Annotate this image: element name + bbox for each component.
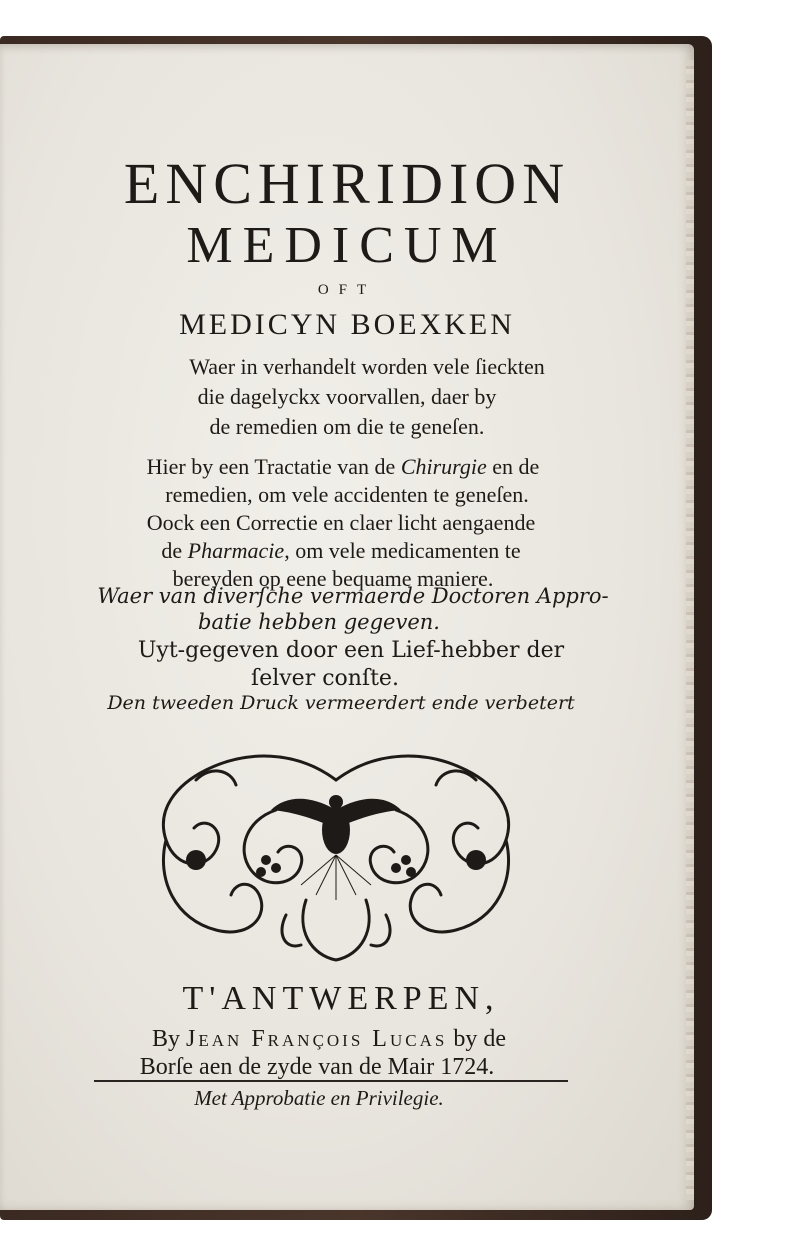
- description-line: die dagelyckx voorvallen, daer by: [197, 384, 497, 409]
- text-span: en de: [486, 454, 540, 479]
- description-line: [0, 538, 688, 564]
- description-line: remedien, om vele accidenten te geneſen.: [165, 482, 529, 507]
- title-page: [0, 44, 694, 1210]
- title-connector: OFT: [317, 282, 377, 298]
- title-line-3: MEDICYN BOEXKEN: [179, 308, 515, 341]
- description-line: bereyden op eene bequame maniere.: [172, 566, 494, 591]
- edition-line: Den tweeden Druck vermeerdert ende verbetert: [107, 692, 575, 714]
- text-span: Hier by een Tractatie van de: [146, 454, 401, 479]
- text-span: By: [152, 1026, 187, 1052]
- imprint-place: T'ANTWERPEN,: [182, 980, 500, 1017]
- description-line: [0, 454, 690, 480]
- approbation-line: batie hebben gegeven.: [198, 610, 440, 634]
- editor-line: Uyt-gegeven door een Lief-hebber der: [137, 638, 565, 663]
- description-line: Oock een Correctie en claer licht aengaende: [146, 510, 536, 535]
- description-line: Waer in verhandelt worden vele ſieckten: [189, 354, 545, 379]
- title-line-1: ENCHIRIDION: [123, 151, 571, 216]
- approbation-line: Waer van diverſche vermaerde Doctoren Appro-: [97, 584, 609, 608]
- imprint-publisher: [0, 1026, 676, 1053]
- italic-term: Pharmacie: [187, 538, 285, 563]
- page-edges: [686, 60, 694, 1200]
- divider-rule: [94, 1080, 568, 1082]
- imprint-address: Borſe aen de zyde van de Mair 1724.: [139, 1054, 495, 1080]
- italic-term: Chirurgie: [400, 454, 487, 479]
- privilege-line: Met Approbatie en Privilegie.: [194, 1086, 444, 1110]
- publisher-name: Jean François Lucas: [186, 1026, 448, 1052]
- text-span: , om vele medicamenten te: [284, 538, 521, 563]
- text-span: by de: [447, 1026, 506, 1052]
- editor-line: ſelver conſte.: [251, 666, 399, 691]
- title-line-2: MEDICUM: [186, 217, 508, 274]
- text-span: de: [161, 538, 188, 563]
- description-line: de remedien om die te geneſen.: [209, 414, 485, 439]
- printers-ornament-icon: [136, 740, 536, 964]
